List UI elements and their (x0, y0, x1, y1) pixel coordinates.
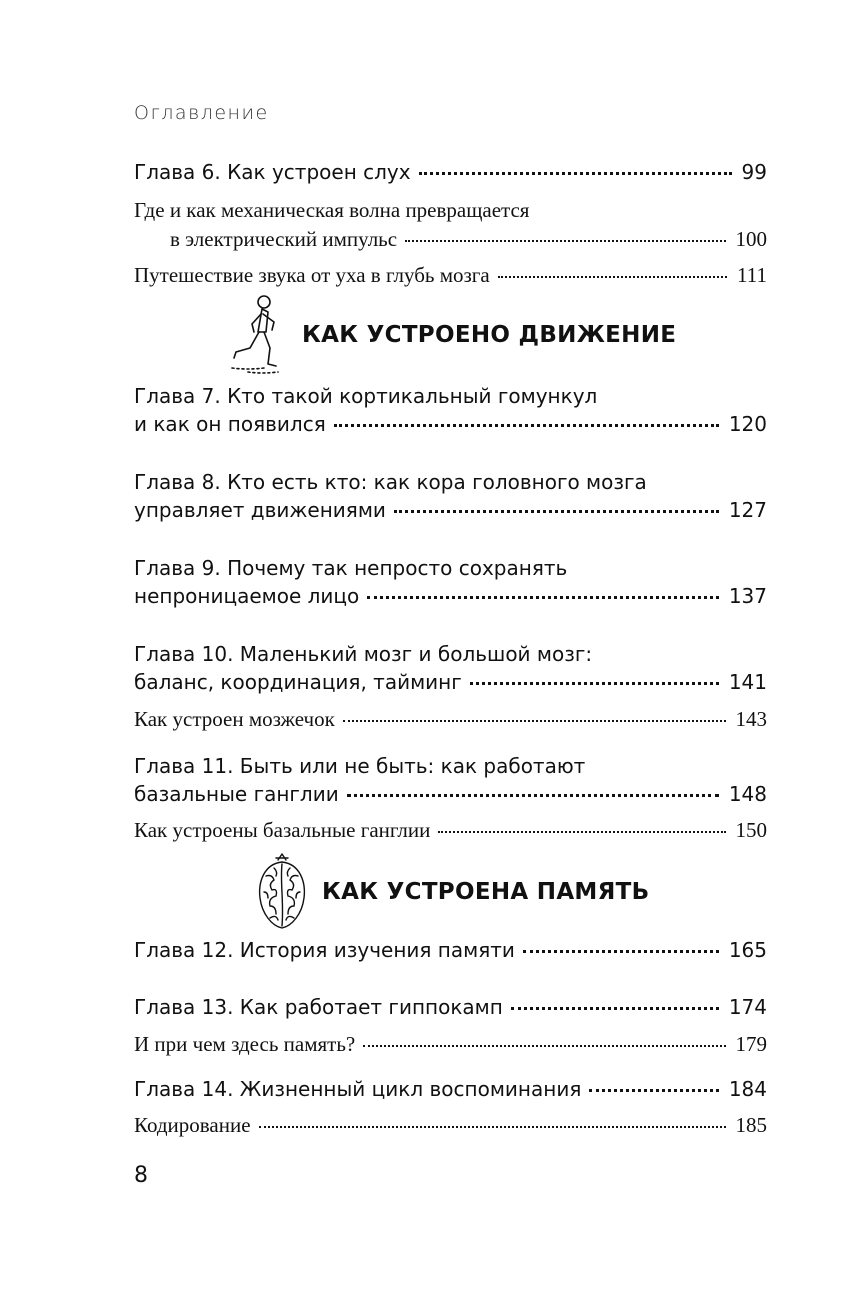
toc-entry[interactable] (134, 1077, 767, 1101)
toc-entry[interactable] (134, 160, 767, 184)
toc-entry-title: Путешествие звука от уха в глубь мозга (134, 263, 490, 287)
dot-leader (363, 1045, 725, 1047)
toc-entry-page: 127 (728, 498, 767, 522)
toc-entry-page: 111 (737, 263, 767, 287)
dot-leader (419, 172, 732, 175)
dot-leader (523, 950, 719, 953)
toc-subentry[interactable] (134, 707, 767, 732)
dot-leader (589, 1089, 718, 1092)
toc-entry-title: Глава 11. Быть или не быть: как работают (134, 754, 586, 778)
toc-entry-continued[interactable] (134, 498, 767, 522)
toc-entry-title: Кодирование (134, 1113, 251, 1137)
running-person-icon (228, 292, 290, 378)
toc-subentry-continued[interactable] (170, 227, 767, 252)
toc-entry-page: 143 (735, 707, 767, 731)
section-title: КАК УСТРОЕНА ПАМЯТЬ (322, 879, 650, 905)
toc-subentry[interactable] (134, 818, 767, 843)
toc-entry-title: Глава 7. Кто такой кортикальный гомункул (134, 384, 598, 408)
toc-entry-title: непроницаемое лицо (134, 584, 360, 608)
toc-subentry[interactable] (134, 263, 767, 288)
dot-leader (405, 240, 725, 242)
toc-entry[interactable] (134, 938, 767, 962)
toc-entry-page: 150 (735, 818, 767, 842)
toc-entry-title: и как он появился (134, 412, 326, 436)
toc-entry-continued[interactable] (134, 670, 767, 694)
toc-subentry[interactable] (134, 1032, 767, 1057)
toc-entry-page: 141 (728, 670, 767, 694)
dot-leader (343, 720, 726, 722)
dot-leader (511, 1007, 719, 1010)
toc-entry[interactable] (134, 642, 767, 666)
toc-entry-title: И при чем здесь память? (134, 1032, 356, 1056)
toc-entry-title: Где и как механическая волна превращается (134, 198, 530, 222)
toc-entry-page: 120 (728, 412, 767, 436)
toc-entry-title: базальные ганглии (134, 782, 339, 806)
dot-leader (394, 510, 719, 513)
dot-leader (347, 794, 719, 797)
dot-leader (367, 596, 719, 599)
toc-entry[interactable] (134, 556, 767, 580)
toc-subentry[interactable] (134, 198, 767, 223)
toc-entry-title: Глава 13. Как работает гиппокамп (134, 995, 503, 1019)
dot-leader (498, 276, 727, 278)
brain-icon (254, 852, 310, 932)
toc-entry-page: 185 (735, 1113, 767, 1137)
section-heading-movement[interactable] (228, 292, 676, 378)
toc-entry-title: Глава 9. Почему так непросто сохранять (134, 556, 568, 580)
toc-entry-page: 174 (728, 995, 767, 1019)
toc-entry-title: Глава 10. Маленький мозг и большой мозг: (134, 642, 593, 666)
toc-entry-continued[interactable] (134, 584, 767, 608)
toc-entry[interactable] (134, 470, 767, 494)
toc-entry[interactable] (134, 995, 767, 1019)
toc-entry-title: баланс, координация, тайминг (134, 670, 462, 694)
toc-entry[interactable] (134, 384, 767, 408)
toc-entry-title: Глава 14. Жизненный цикл воспоминания (134, 1077, 582, 1101)
toc-entry-continued[interactable] (134, 782, 767, 806)
dot-leader (470, 682, 719, 685)
toc-entry-title: в электрический импульс (170, 227, 398, 251)
toc-entry-page: 148 (728, 782, 767, 806)
toc-entry-page: 99 (741, 160, 767, 184)
toc-entry[interactable] (134, 754, 767, 778)
toc-entry-continued[interactable] (134, 412, 767, 436)
toc-entry-title: Глава 8. Кто есть кто: как кора головного мозга (134, 470, 647, 494)
section-heading-memory[interactable] (254, 852, 649, 932)
toc-entry-page: 165 (728, 938, 767, 962)
section-title: КАК УСТРОЕНО ДВИЖЕНИЕ (302, 322, 677, 348)
toc-entry-page: 179 (735, 1032, 767, 1056)
toc-subentry[interactable] (134, 1113, 767, 1138)
dot-leader (334, 424, 719, 427)
page-number: 8 (134, 1163, 148, 1188)
toc-entry-title: Как устроены базальные ганглии (134, 818, 431, 842)
toc-entry-title: Глава 6. Как устроен слух (134, 160, 411, 184)
toc-entry-page: 184 (728, 1077, 767, 1101)
toc-entry-page: 100 (735, 227, 767, 251)
dot-leader (259, 1126, 726, 1128)
dot-leader (438, 831, 725, 833)
toc-entry-title: управляет движениями (134, 498, 386, 522)
toc-entry-title: Глава 12. История изучения памяти (134, 938, 515, 962)
toc-entry-title: Как устроен мозжечок (134, 707, 335, 731)
toc-entry-page: 137 (728, 584, 767, 608)
running-head: Оглавление (134, 102, 269, 124)
